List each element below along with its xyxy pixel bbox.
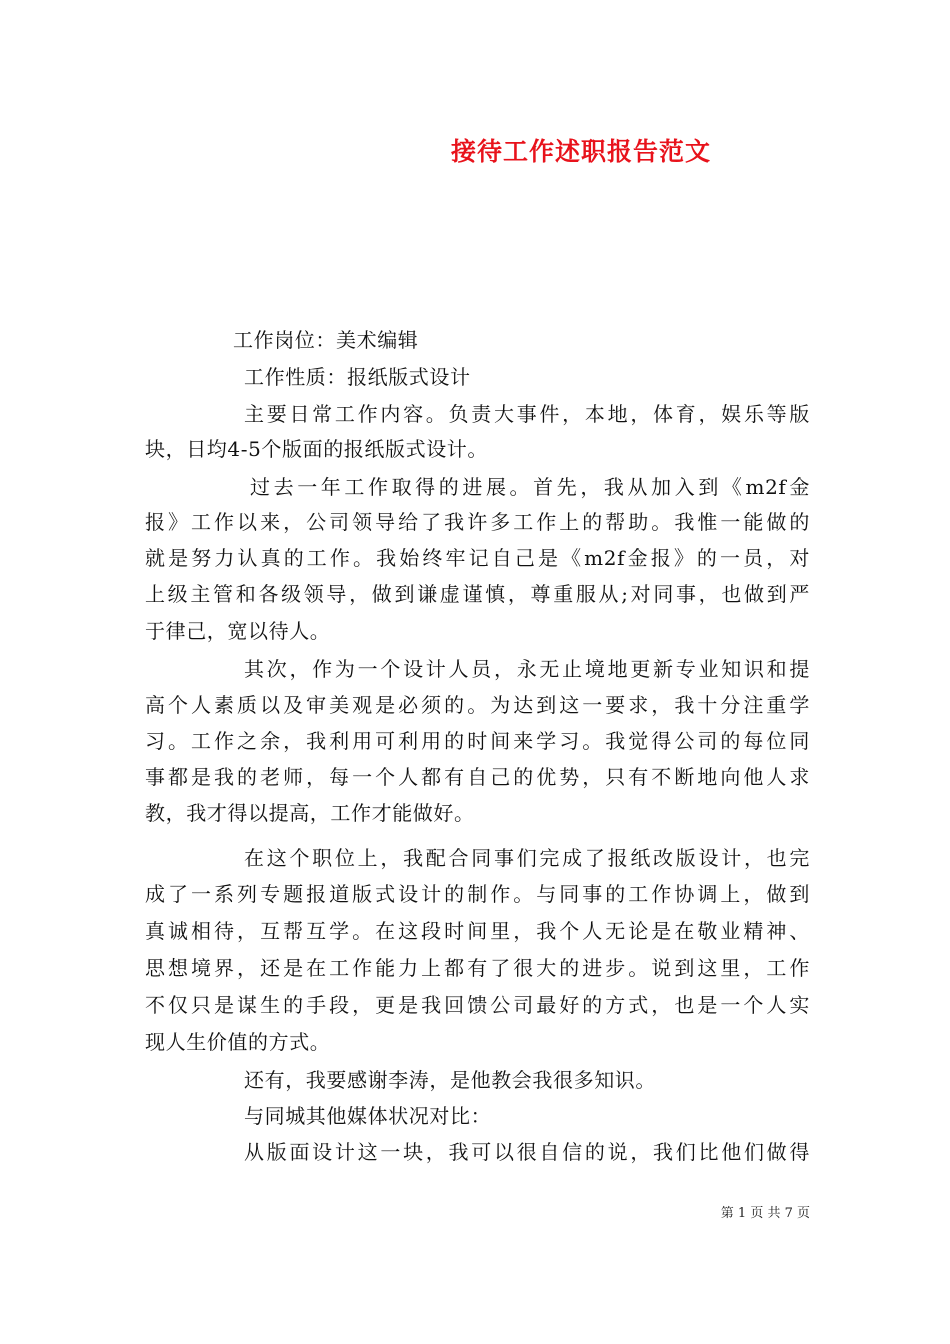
text-line: 还有，我要感谢李涛，是他教会我很多知识。 <box>244 1068 656 1092</box>
text-line: 在这个职位上，我配合同事们完成了报纸改版设计，也完 <box>244 846 810 870</box>
page-number: 第 1 页 共 7 页 <box>720 1206 810 1221</box>
document-title: 接待工作述职报告范文 <box>451 137 712 166</box>
text-line: 从版面设计这一块，我可以很自信的说，我们比他们做得 <box>244 1140 810 1164</box>
text-line: 与同城其他媒体状况对比： <box>244 1104 492 1128</box>
text-line: 主要日常工作内容。负责大事件，本地，体育，娱乐等版 <box>244 402 810 426</box>
text-line: 工作岗位：美术编辑 <box>233 328 419 352</box>
text-line: 事都是我的老师，每一个人都有自己的优势，只有不断地向他人求 <box>145 765 810 789</box>
text-line: 高个人素质以及审美观是必须的。为达到这一要求，我十分注重学 <box>145 693 810 717</box>
text-line: 就是努力认真的工作。我始终牢记自己是《m2f金报》的一员，对 <box>145 546 810 570</box>
text-line: 过去一年工作取得的进展。首先，我从加入到《m2f金 <box>250 475 810 499</box>
text-line: 现人生价值的方式。 <box>145 1030 331 1054</box>
text-line: 块，日均4-5个版面的报纸版式设计。 <box>145 437 489 461</box>
text-line: 上级主管和各级领导，做到谦虚谨慎，尊重服从;对同事，也做到严 <box>145 582 810 606</box>
text-line: 教，我才得以提高，工作才能做好。 <box>145 801 475 825</box>
text-line: 不仅只是谋生的手段，更是我回馈公司最好的方式，也是一个人实 <box>145 993 810 1017</box>
text-line: 成了一系列专题报道版式设计的制作。与同事的工作协调上，做到 <box>145 882 810 906</box>
text-line: 思想境界，还是在工作能力上都有了很大的进步。说到这里，工作 <box>145 956 810 980</box>
text-line: 习。工作之余，我利用可利用的时间来学习。我觉得公司的每位同 <box>145 729 810 753</box>
text-line: 其次，作为一个设计人员，永无止境地更新专业知识和提 <box>244 657 810 681</box>
text-line: 于律己，宽以待人。 <box>145 619 331 643</box>
text-line: 报》工作以来，公司领导给了我许多工作上的帮助。我惟一能做的 <box>145 510 810 534</box>
text-line: 工作性质：报纸版式设计 <box>244 365 471 389</box>
text-line: 真诚相待，互帮互学。在这段时间里，我个人无论是在敬业精神、 <box>145 919 810 943</box>
